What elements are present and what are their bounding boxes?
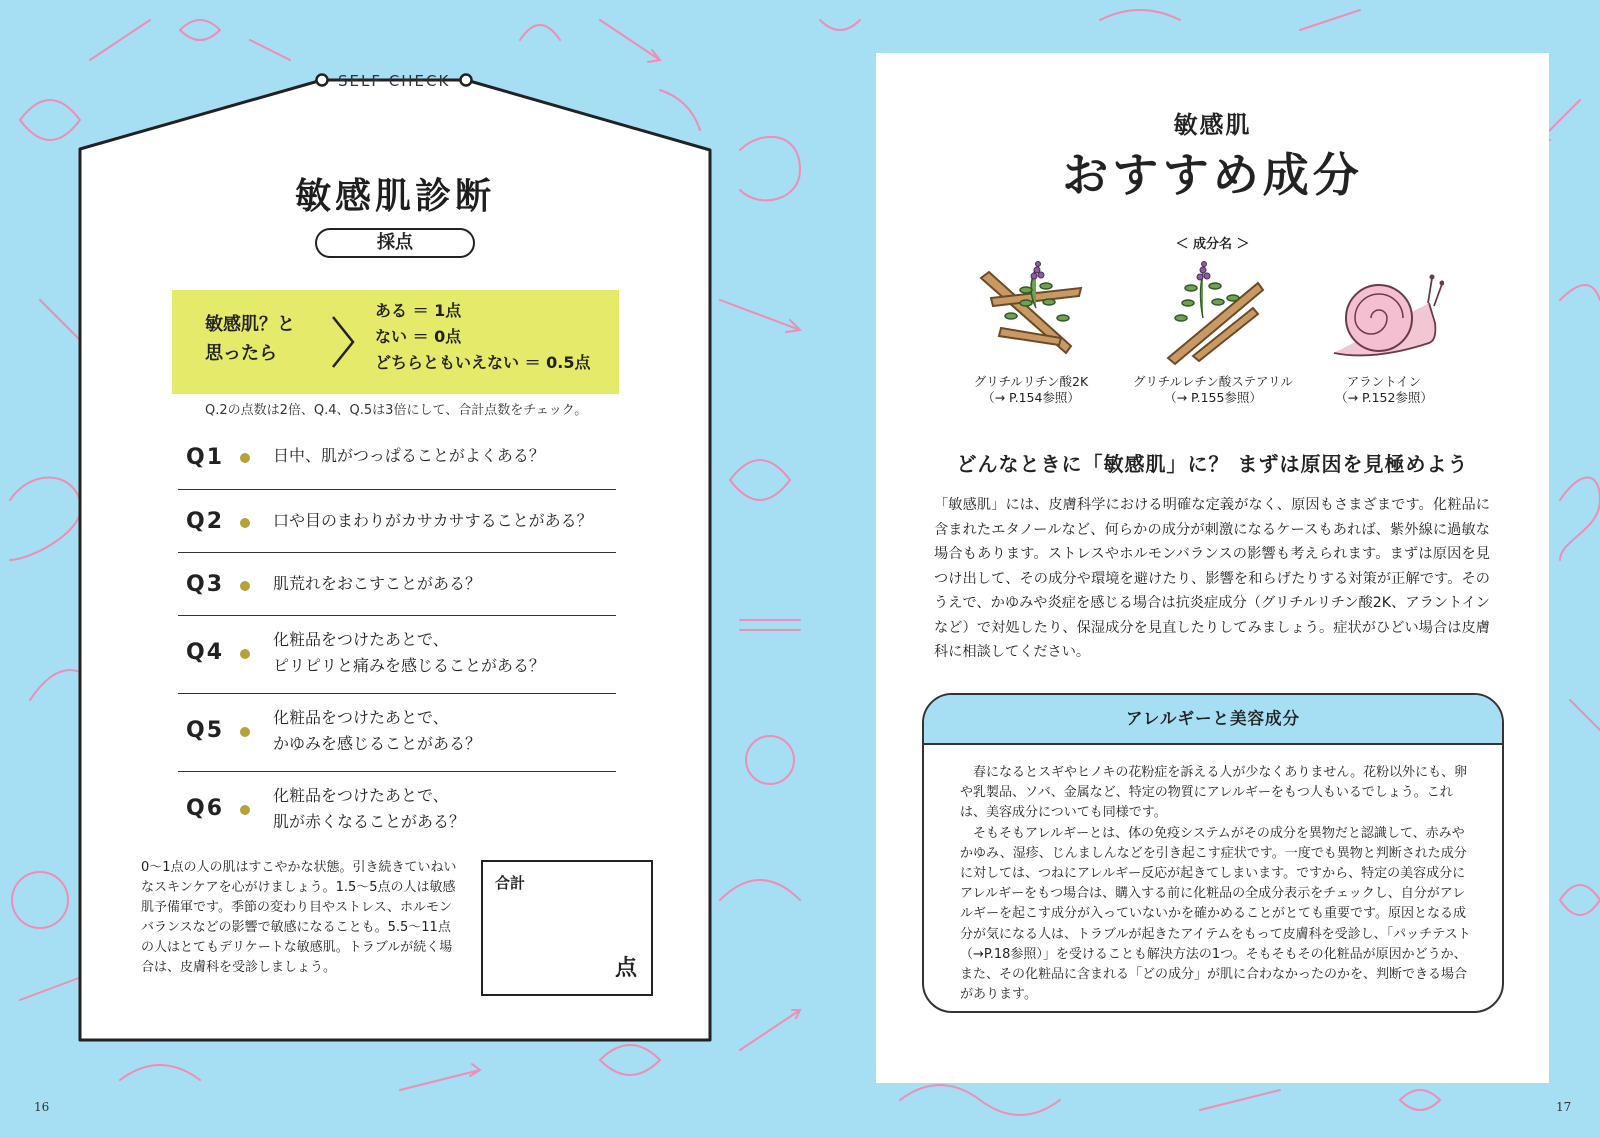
chevron-right-icon <box>330 314 356 370</box>
question-number: Q6 <box>186 796 225 821</box>
question-text: 日中、肌がつっぱることがよくある？ <box>273 446 545 465</box>
question-text: 化粧品をつけたあとで、 肌が赤くなることがある？ <box>273 786 466 831</box>
total-label: 合計 <box>495 874 526 892</box>
question-number: Q4 <box>186 640 225 665</box>
scoring-rules-box <box>172 290 619 394</box>
page-subtitle: 敏感肌 <box>1173 111 1252 139</box>
ingredient-item <box>936 258 1126 406</box>
scoring-rules <box>375 298 591 376</box>
ingredient-name: グリチルリチン酸2K <box>973 374 1089 389</box>
result-description: 0〜1点の人の肌はすこやかな状態。引き続きていねいなスキンケアを心がけましょう。1.5〜5点の人は敏感肌予備軍です。季節の変わり目やストレス、ホルモンバランスなどの影響で敏感になることも。5.5〜11点の人はとてもデリケートな敏感肌。トラブルが続く場合は、皮膚科を受診しましょう。 <box>141 860 457 975</box>
scoring-pill: 採点 <box>315 228 475 258</box>
bullet-dot-icon <box>240 581 250 591</box>
question-number: Q2 <box>186 509 225 534</box>
total-unit: 点 <box>614 956 637 981</box>
bullet-dot-icon <box>240 805 250 815</box>
page-title: おすすめ成分 <box>1062 148 1363 202</box>
ingredient-ref: （→ P.155参照） <box>1164 390 1262 405</box>
question-row <box>178 552 616 616</box>
page-number-left: 16 <box>34 1100 50 1114</box>
bullet-dot-icon <box>240 727 250 737</box>
question-text: 肌荒れをおこすことがある？ <box>273 574 482 593</box>
page-number-right: 17 <box>1556 1100 1572 1114</box>
rule-no: ない ＝ 0点 <box>375 327 462 346</box>
allergy-paragraph: 春になるとスギやヒノキの花粉症を訴える人が少なくありません。花粉以外にも、卵や乳製品、ソバ、金属など、特定の物質にアレルギーをもつ人もいるでしょう。これは、美容成分についても同様です。 <box>960 765 1468 821</box>
ingredient-item <box>1289 258 1479 406</box>
ingredients-label: ＜ 成分名 ＞ <box>1175 237 1250 252</box>
question-number: Q5 <box>186 718 225 743</box>
licorice-root-icon <box>971 258 1091 368</box>
allergy-column-box <box>922 693 1504 1013</box>
bullet-dot-icon <box>240 518 250 528</box>
question-text: 化粧品をつけたあとで、 ピリピリと痛みを感じることがある？ <box>273 630 546 675</box>
question-row <box>178 489 616 553</box>
question-row <box>178 427 616 490</box>
ingredient-ref: （→ P.154参照） <box>982 390 1080 405</box>
total-score-box <box>481 860 653 996</box>
snail-icon <box>1324 258 1444 368</box>
scoring-note: Q.2の点数は2倍、Q.4、Q.5は3倍にして、合計点数をチェック。 <box>205 403 588 418</box>
question-number: Q1 <box>186 445 225 470</box>
licorice-root-icon <box>1153 258 1273 368</box>
allergy-paragraph: そもそもアレルギーとは、体の免疫システムがその成分を異物だと認識して、赤みやかゆみ、湿疹、じんましんなどを引き起こす症状です。一度でも異物と判断された成分に対しては、つねにアレルギー反応が起きてしまいます。ですから、特定の美容成分にアレルギーをもつ場合は、購入する前に化粧品の全成分表示をチェックし、自分がアレルギーを起こす成分が入っていないかを確かめることがとても重要です。原因となる成分が気になる人は、トラブルが起きたアイテムをもって皮膚科を受診し、「パッチテスト（→P.18参照）」を受けることも解決方法の1つ。そもそもその化粧品が原因かどうか、また、その化粧品に含まれる「どの成分」が肌に合わなかったのかを、判断できる場合があります。 <box>960 825 1471 1003</box>
question-text: 口や目のまわりがカサカサすることがある？ <box>273 511 593 530</box>
ingredient-ref: （→ P.152参照） <box>1335 390 1433 405</box>
page-title: 敏感肌診断 <box>294 176 495 217</box>
ingredient-name: グリチルレチン酸ステアリル <box>1133 374 1293 389</box>
question-number: Q3 <box>186 572 225 597</box>
scoring-lead: 敏感肌？と 思ったら <box>205 314 295 364</box>
question-row <box>178 693 616 772</box>
question-row <box>178 771 616 847</box>
section-tag: SELF CHECK <box>338 72 451 90</box>
question-row <box>178 615 616 694</box>
bullet-dot-icon <box>240 453 250 463</box>
rule-neither: どちらともいえない ＝ 0.5点 <box>375 353 591 372</box>
right-page-panel <box>876 53 1549 1083</box>
bullet-dot-icon <box>240 649 250 659</box>
rule-yes: ある ＝ 1点 <box>375 301 462 320</box>
allergy-box-body <box>924 745 1502 1005</box>
allergy-box-title: アレルギーと美容成分 <box>924 695 1502 745</box>
ingredient-name: アラントイン <box>1346 374 1422 389</box>
question-text: 化粧品をつけたあとで、 かゆみを感じることがある？ <box>273 708 482 753</box>
ingredient-item <box>1118 258 1308 406</box>
section-heading: どんなときに「敏感肌」に？ まずは原因を見極めよう <box>956 452 1469 476</box>
body-text: 「敏感肌」には、皮膚科学における明確な定義がなく、原因もさまざまです。化粧品に含まれたエタノールなど、何らかの成分が刺激になるケースもあれば、紫外線に過敏な場合もあります。ストレスやホルモンバランスの影響も考えられます。まずは原因を見つけ出して、その成分や環境を避けたり、影響を和らげたりする対策が正解です。そのうえで、かゆみや炎症を感じる場合は抗炎症成分（グリチルリチン酸2K、アラントインなど）で対処したり、保湿成分を見直したりしてみましょう。症状がひどい場合は皮膚科に相談してください。 <box>934 497 1490 660</box>
